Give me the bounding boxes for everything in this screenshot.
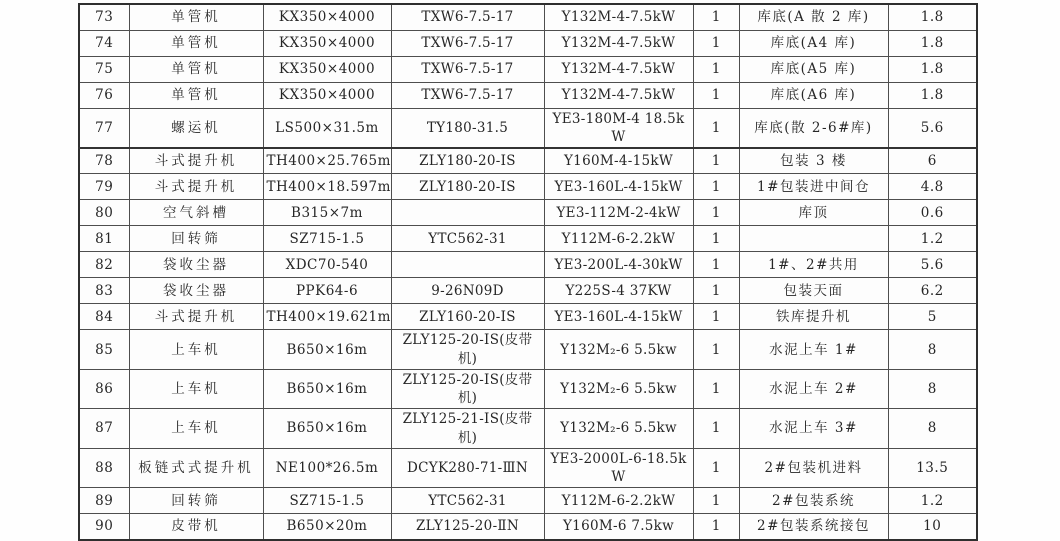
cell-location: 库底(散 2-6#库) xyxy=(739,108,888,148)
cell-specification: TH400×18.597m xyxy=(263,174,391,200)
cell-quantity: 1 xyxy=(693,174,739,200)
cell-serial-number: 73 xyxy=(79,4,129,30)
cell-specification: B315×7m xyxy=(263,200,391,226)
cell-power: 4.8 xyxy=(888,174,977,200)
cell-quantity: 1 xyxy=(693,304,739,330)
cell-motor-model: Y132M-4-7.5kW xyxy=(544,30,693,56)
table-row xyxy=(79,514,977,540)
cell-motor-model: Y132M₂-6 5.5kw xyxy=(544,330,693,369)
cell-serial-number: 79 xyxy=(79,174,129,200)
cell-location: 水泥上车 2# xyxy=(739,369,888,408)
cell-equipment-name: 单管机 xyxy=(129,30,263,56)
cell-location: 2#包装系统 xyxy=(739,488,888,514)
cell-location: 包装 3 楼 xyxy=(739,148,888,174)
cell-serial-number: 78 xyxy=(79,148,129,174)
cell-location: 1#、2#共用 xyxy=(739,252,888,278)
cell-motor-model: Y112M-6-2.2kW xyxy=(544,226,693,252)
cell-quantity: 1 xyxy=(693,488,739,514)
cell-equipment-name: 上车机 xyxy=(129,369,263,408)
cell-location: 库底(A5 库) xyxy=(739,56,888,82)
cell-specification: KX350×4000 xyxy=(263,30,391,56)
table-row xyxy=(79,82,977,108)
cell-power: 13.5 xyxy=(888,448,977,487)
cell-location: 水泥上车 3# xyxy=(739,409,888,448)
cell-motor-model: YE3-200L-4-30kW xyxy=(544,252,693,278)
table-row xyxy=(79,148,977,174)
table-row xyxy=(79,4,977,30)
cell-location: 包装天面 xyxy=(739,278,888,304)
cell-motor-model: Y225S-4 37KW xyxy=(544,278,693,304)
table-row xyxy=(79,226,977,252)
cell-equipment-name: 袋收尘器 xyxy=(129,252,263,278)
cell-reducer-model: YTC562-31 xyxy=(391,488,544,514)
cell-specification: KX350×4000 xyxy=(263,4,391,30)
cell-reducer-model: ZLY180-20-ⅠS xyxy=(391,148,544,174)
cell-equipment-name: 斗式提升机 xyxy=(129,174,263,200)
cell-specification: KX350×4000 xyxy=(263,82,391,108)
table-row xyxy=(79,448,977,487)
cell-power: 6 xyxy=(888,148,977,174)
cell-reducer-model: TXW6-7.5-17 xyxy=(391,4,544,30)
cell-equipment-name: 回转筛 xyxy=(129,226,263,252)
cell-equipment-name: 回转筛 xyxy=(129,488,263,514)
cell-motor-model: YE3-160L-4-15kW xyxy=(544,304,693,330)
cell-specification: LS500×31.5m xyxy=(263,108,391,148)
cell-specification: KX350×4000 xyxy=(263,56,391,82)
cell-motor-model: Y160M-6 7.5kw xyxy=(544,514,693,540)
cell-power: 8 xyxy=(888,330,977,369)
cell-specification: TH400×19.621m xyxy=(263,304,391,330)
cell-motor-model: Y132M-4-7.5kW xyxy=(544,56,693,82)
cell-serial-number: 82 xyxy=(79,252,129,278)
table-row xyxy=(79,200,977,226)
cell-power: 1.2 xyxy=(888,488,977,514)
cell-quantity: 1 xyxy=(693,369,739,408)
cell-power: 1.8 xyxy=(888,82,977,108)
cell-quantity: 1 xyxy=(693,278,739,304)
cell-equipment-name: 斗式提升机 xyxy=(129,304,263,330)
cell-specification: XDC70-540 xyxy=(263,252,391,278)
cell-equipment-name: 螺运机 xyxy=(129,108,263,148)
cell-reducer-model: TXW6-7.5-17 xyxy=(391,30,544,56)
cell-motor-model: Y132M-4-7.5kW xyxy=(544,82,693,108)
cell-power: 8 xyxy=(888,369,977,408)
cell-equipment-name: 上车机 xyxy=(129,330,263,369)
cell-motor-model: Y160M-4-15kW xyxy=(544,148,693,174)
cell-serial-number: 81 xyxy=(79,226,129,252)
cell-quantity: 1 xyxy=(693,330,739,369)
table-row xyxy=(79,30,977,56)
cell-location: 2#包装机进料 xyxy=(739,448,888,487)
cell-serial-number: 89 xyxy=(79,488,129,514)
cell-motor-model: YE3-180M-4 18.5kW xyxy=(544,108,693,148)
cell-serial-number: 90 xyxy=(79,514,129,540)
cell-equipment-name: 板链式式提升机 xyxy=(129,448,263,487)
cell-quantity: 1 xyxy=(693,4,739,30)
cell-reducer-model: ZLY160-20-ⅠS xyxy=(391,304,544,330)
cell-power: 1.8 xyxy=(888,30,977,56)
cell-serial-number: 84 xyxy=(79,304,129,330)
cell-reducer-model: TXW6-7.5-17 xyxy=(391,56,544,82)
cell-reducer-model: ZLY125-21-ⅠS(皮带机) xyxy=(391,409,544,448)
cell-serial-number: 88 xyxy=(79,448,129,487)
cell-reducer-model: DCYK280-71-ⅢN xyxy=(391,448,544,487)
cell-equipment-name: 皮带机 xyxy=(129,514,263,540)
cell-specification: B650×16m xyxy=(263,409,391,448)
cell-reducer-model: YTC562-31 xyxy=(391,226,544,252)
cell-quantity: 1 xyxy=(693,148,739,174)
cell-equipment-name: 上车机 xyxy=(129,409,263,448)
cell-motor-model: Y132M₂-6 5.5kw xyxy=(544,409,693,448)
cell-motor-model: Y132M-4-7.5kW xyxy=(544,4,693,30)
cell-specification: SZ715-1.5 xyxy=(263,226,391,252)
cell-power: 8 xyxy=(888,409,977,448)
table-row xyxy=(79,304,977,330)
cell-power: 0.6 xyxy=(888,200,977,226)
cell-motor-model: Y132M₂-6 5.5kw xyxy=(544,369,693,408)
cell-location: 库顶 xyxy=(739,200,888,226)
cell-location: 铁库提升机 xyxy=(739,304,888,330)
table-row xyxy=(79,278,977,304)
table-row xyxy=(79,369,977,408)
cell-power: 1.8 xyxy=(888,4,977,30)
cell-location: 水泥上车 1# xyxy=(739,330,888,369)
equipment-table xyxy=(78,3,978,541)
cell-specification: SZ715-1.5 xyxy=(263,488,391,514)
cell-quantity: 1 xyxy=(693,448,739,487)
cell-reducer-model: TY180-31.5 xyxy=(391,108,544,148)
cell-serial-number: 85 xyxy=(79,330,129,369)
cell-power: 6.2 xyxy=(888,278,977,304)
cell-quantity: 1 xyxy=(693,514,739,540)
cell-serial-number: 75 xyxy=(79,56,129,82)
cell-equipment-name: 袋收尘器 xyxy=(129,278,263,304)
cell-quantity: 1 xyxy=(693,409,739,448)
cell-reducer-model: 9-26N09D xyxy=(391,278,544,304)
cell-quantity: 1 xyxy=(693,30,739,56)
cell-location: 库底(A4 库) xyxy=(739,30,888,56)
cell-reducer-model: ZLY125-20-ⅡN xyxy=(391,514,544,540)
cell-reducer-model xyxy=(391,252,544,278)
cell-equipment-name: 斗式提升机 xyxy=(129,148,263,174)
cell-power: 5.6 xyxy=(888,108,977,148)
cell-motor-model: Y112M-6-2.2kW xyxy=(544,488,693,514)
table-row xyxy=(79,56,977,82)
table-row xyxy=(79,409,977,448)
cell-equipment-name: 单管机 xyxy=(129,82,263,108)
cell-serial-number: 80 xyxy=(79,200,129,226)
cell-power: 10 xyxy=(888,514,977,540)
cell-specification: B650×20m xyxy=(263,514,391,540)
cell-quantity: 1 xyxy=(693,82,739,108)
cell-power: 5 xyxy=(888,304,977,330)
cell-specification: NE100*26.5m xyxy=(263,448,391,487)
cell-specification: B650×16m xyxy=(263,369,391,408)
cell-serial-number: 83 xyxy=(79,278,129,304)
cell-location: 2#包装系统接包 xyxy=(739,514,888,540)
cell-motor-model: YE3-112M-2-4kW xyxy=(544,200,693,226)
cell-power: 1.2 xyxy=(888,226,977,252)
cell-power: 5.6 xyxy=(888,252,977,278)
cell-quantity: 1 xyxy=(693,56,739,82)
table-row xyxy=(79,108,977,148)
cell-reducer-model: ZLY125-20-ⅠS(皮带机) xyxy=(391,330,544,369)
cell-power: 1.8 xyxy=(888,56,977,82)
cell-equipment-name: 空气斜槽 xyxy=(129,200,263,226)
table-row xyxy=(79,488,977,514)
cell-serial-number: 76 xyxy=(79,82,129,108)
cell-location: 库底(A6 库) xyxy=(739,82,888,108)
table-row xyxy=(79,252,977,278)
cell-specification: PPK64-6 xyxy=(263,278,391,304)
cell-motor-model: YE3-2000L-6-18.5kW xyxy=(544,448,693,487)
cell-specification: TH400×25.765m xyxy=(263,148,391,174)
cell-reducer-model: TXW6-7.5-17 xyxy=(391,82,544,108)
cell-reducer-model xyxy=(391,200,544,226)
cell-equipment-name: 单管机 xyxy=(129,56,263,82)
cell-quantity: 1 xyxy=(693,252,739,278)
cell-equipment-name: 单管机 xyxy=(129,4,263,30)
cell-reducer-model: ZLY125-20-ⅠS(皮带机) xyxy=(391,369,544,408)
table-row xyxy=(79,330,977,369)
cell-serial-number: 86 xyxy=(79,369,129,408)
cell-location: 库底(A 散 2 库) xyxy=(739,4,888,30)
cell-location xyxy=(739,226,888,252)
cell-serial-number: 74 xyxy=(79,30,129,56)
cell-quantity: 1 xyxy=(693,200,739,226)
cell-reducer-model: ZLY180-20-ⅠS xyxy=(391,174,544,200)
cell-location: 1#包装进中间仓 xyxy=(739,174,888,200)
cell-quantity: 1 xyxy=(693,226,739,252)
cell-serial-number: 87 xyxy=(79,409,129,448)
table-row xyxy=(79,174,977,200)
cell-quantity: 1 xyxy=(693,108,739,148)
cell-motor-model: YE3-160L-4-15kW xyxy=(544,174,693,200)
cell-serial-number: 77 xyxy=(79,108,129,148)
equipment-table-body xyxy=(79,4,977,540)
cell-specification: B650×16m xyxy=(263,330,391,369)
